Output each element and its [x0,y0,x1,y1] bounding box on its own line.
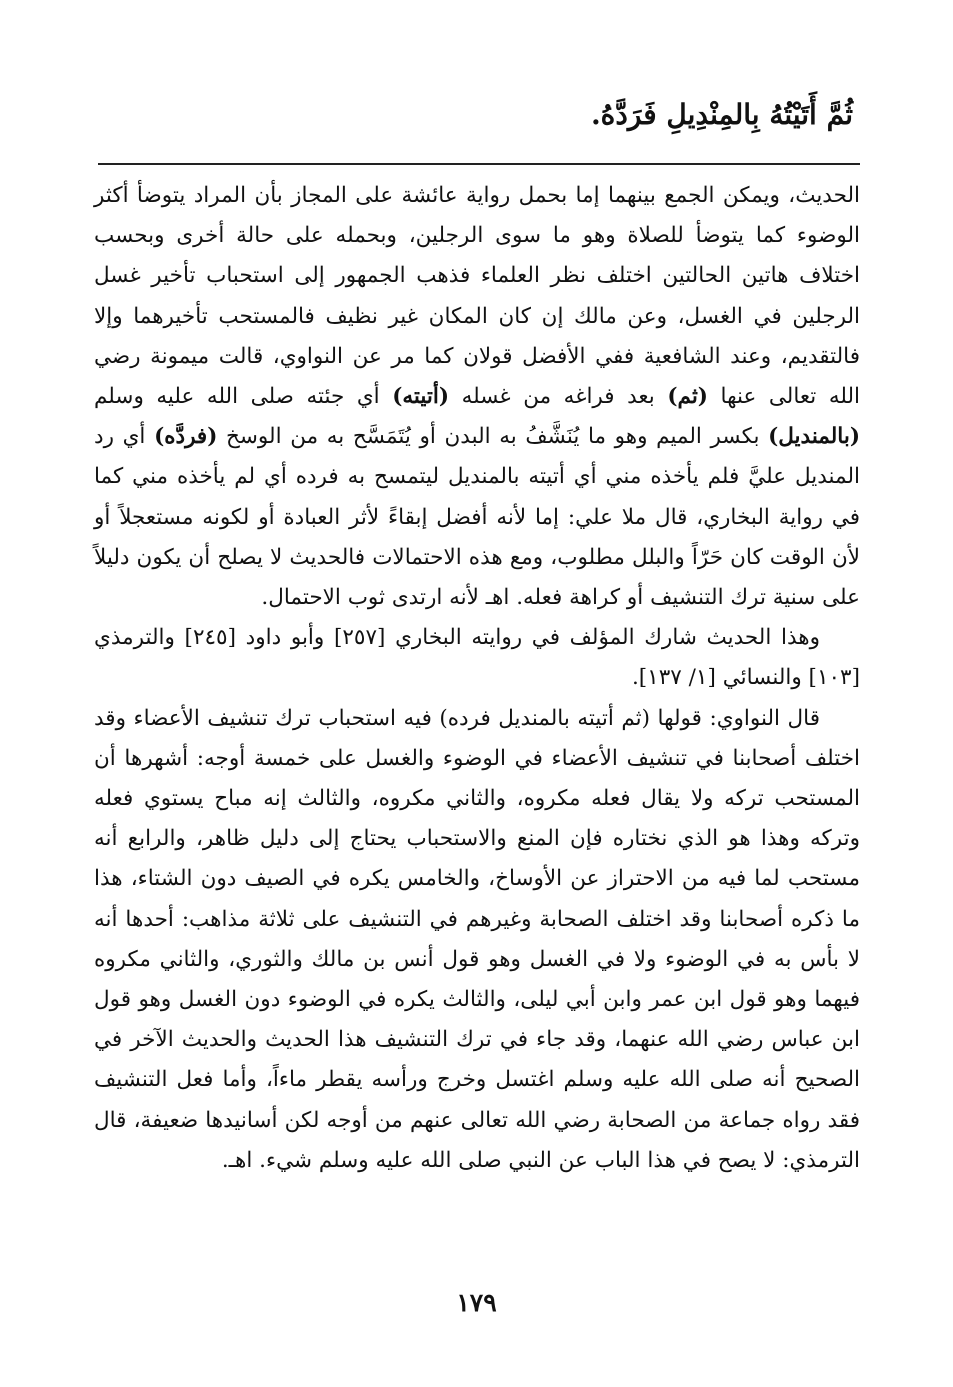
commentary-paragraph-3: قال النواوي: قولها (ثم أتيته بالمنديل فرده) فيه استحباب ترك تنشيف الأعضاء وقد اختلف أصحابنا في تنشيف الأعضاء في الوضوء والغسل على خمسة أوجه: أشهرها أن المستحب تركه ولا يقال فعله مكروه، والثاني مكروه، والثالث إنه مباح يستوي فعله وتركه وهذا هو الذي نختاره فإن المنع والاستحباب يحتاج إلى دليل ظاهر، والرابع أنه مستحب لما فيه من الاحتراز عن الأوساخ، والخامس يكره في الصيف دون الشتاء، هذا ما ذكره أصحابنا وقد اختلف الصحابة وغيرهم في التنشيف على ثلاثة مذاهب: أحدها أنه لا بأس به في الوضوء ولا في الغسل وهو قول أنس بن مالك والثوري، والثاني مكروه فيهما وهو قول ابن عمر وابن أبي ليلى، والثالث يكره في الوضوء دون الغسل وهو قول ابن عباس رضي الله عنهما، وقد جاء في ترك التنشيف هذا الحديث والحديث الآخر في الصحيح أنه صلى الله عليه وسلم اغتسل وخرج ورأسه يقطر ماءاً، وأما فعل التنشيف فقد رواه جماعة من الصحابة رضي الله تعالى عنهم من أوجه لكن أسانيدها ضعيفة، قال الترمذي: لا يصح في هذا الباب عن النبي صلى الله عليه وسلم شيء. اهـ. [94,705,860,1173]
hadith-term: (فردَّه) [154,424,218,450]
commentary-paragraph-2: وهذا الحديث شارك المؤلف في روايته البخاري [٢٥٧] وأبو داود [٢٤٥] والترمذي [١٠٣] والنسائي [١/ ١٣٧]. [94,625,860,691]
commentary-text: بعد فراغه من غسله [449,384,668,410]
commentary-text: أي جئته صلى الله عليه وسلم [94,384,393,410]
commentary-text: أي رد المنديل عليَّ فلم يأخذه مني أي أتيته بالمنديل ليتمسح به فرده أي لم يأخذه مني كما في رواية البخاري، قال ملا علي: إما لأنه أفضل إبقاءً لأثر العبادة أو لكونه مستعجلاً أو لأن الوقت كان حَرّاً والبلل مطلوب، ومع هذه الاحتمالات فالحديث لا يصلح أن يكون دليلاً على سنية ترك التنشيف أو كراهة فعله. اهـ لأنه ارتدى ثوب الاحتمال. [94,424,860,611]
hadith-term: (أتيته) [392,384,450,410]
separator-rule [98,163,860,165]
page-number: ١٧٩ [456,1288,497,1317]
commentary [94,176,860,1181]
hadith-term: (بالمنديل) [768,424,860,450]
commentary-text: الحديث، ويمكن الجمع بينهما إما بحمل رواية عائشة على المجاز بأن المراد يتوضأ أكثر الوضوء كما يتوضأ للصلاة وهو ما سوى الرجلين، وبحمله على حالة أخرى وبحسب اختلاف هاتين الحالتين اختلف نظر العلماء فذهب الجمهور إلى استحباب تأخير غسل الرجلين في الغسل، وعن مالك إن كان المكان غير نظيف فالمستحب تأخيرهما وإلا فالتقديم، وعند الشافعية ففي الأفضل قولان كما مر عن النواوي، قالت ميمونة رضي الله تعالى عنها [94,183,860,410]
commentary-paragraph-1 [94,176,860,618]
hadith-term: (ثم) [667,384,708,410]
commentary-text: بكسر الميم وهو ما يُنَشَّفُ به البدن أو يُتَمَسَّح به من الوسخ [217,424,769,450]
hadith-text: ثُمَّ أَتَيْتُهُ بِالمِنْدِيلِ فَرَدَّهُ. [590,98,853,131]
